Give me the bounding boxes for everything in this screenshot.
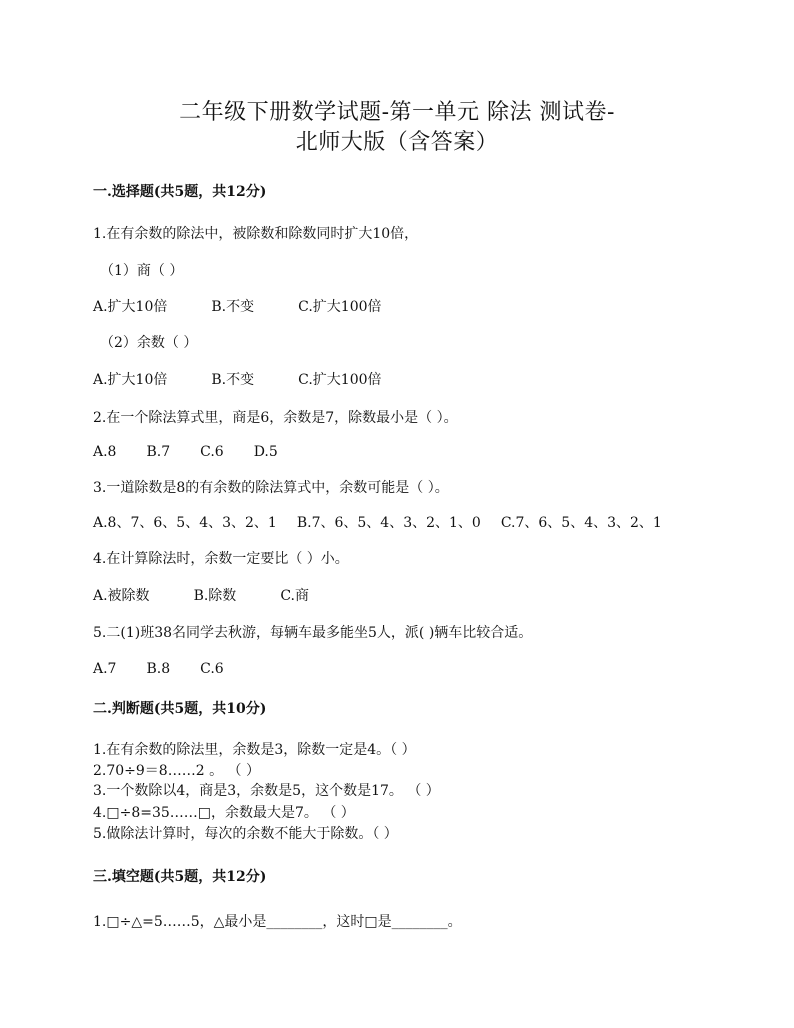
option-c: C.扩大100倍 (298, 372, 382, 388)
option-a: A.7 (93, 661, 117, 677)
option-c: C.6 (200, 444, 224, 460)
option-c: C.商 (280, 588, 309, 604)
option-a: A.8、7、6、5、4、3、2、1 (93, 515, 277, 531)
question-1-sub2: （2）余数（ ） (100, 335, 198, 351)
option-b: B.8 (146, 661, 171, 677)
section-heading-true-false: 二.判断题(共5题，共10分) (93, 701, 267, 717)
question-4-stem: 4.在计算除法时，余数一定要比（ ）小。 (93, 551, 349, 567)
true-false-item-2: 2.70÷9＝8……2 。 （ ） (93, 763, 260, 779)
section-heading-fill-blank: 三.填空题(共5题，共12分) (93, 869, 267, 885)
question-5-stem: 5.二(1)班38名同学去秋游，每辆车最多能坐5人，派( )辆车比较合适。 (93, 625, 533, 641)
fill-blank-item-1: 1.□÷△=5……5，△最小是________，这时□是________。 (93, 914, 462, 930)
question-1-stem: 1.在有余数的除法中，被除数和除数同时扩大10倍， (93, 226, 419, 242)
option-b: B.不变 (211, 299, 255, 315)
option-a: A.扩大10倍 (93, 299, 168, 315)
option-a: A.8 (93, 444, 117, 460)
true-false-item-4: 4.□÷8=35……□，余数最大是7。 （ ） (93, 805, 355, 821)
question-5-options (93, 660, 254, 678)
option-c: C.扩大100倍 (298, 299, 382, 315)
document-title-line2: 北师大版（含答案） (295, 130, 499, 155)
option-b: B.7、6、5、4、3、2、1、0 (296, 515, 481, 531)
option-b: B.7 (146, 444, 171, 460)
option-c: C.6 (200, 661, 224, 677)
section-heading-multiple-choice: 一.选择题(共5题，共12分) (93, 184, 267, 200)
question-1-sub1-options (93, 298, 426, 316)
option-d: D.5 (253, 444, 278, 460)
option-c: C.7、6、5、4、3、2、1 (500, 515, 662, 531)
true-false-item-3: 3.一个数除以4，商是3，余数是5，这个数是17。 （ ） (93, 783, 440, 799)
document-title-line1: 二年级下册数学试题-第一单元 除法 测试卷- (179, 100, 615, 125)
question-3-stem: 3.一道除数是8的有余数的除法算式中，余数可能是（ ）。 (93, 480, 449, 496)
true-false-item-5: 5.做除法计算时，每次的余数不能大于除数。（ ） (93, 826, 398, 842)
question-4-options (93, 587, 353, 605)
option-a: A.扩大10倍 (93, 372, 168, 388)
option-b: B.除数 (193, 588, 237, 604)
question-1-sub1: （1）商（ ） (100, 263, 184, 279)
question-2-stem: 2.在一个除法算式里，商是6，余数是7，除数最小是（ ）。 (93, 410, 458, 426)
question-2-options (93, 443, 308, 461)
question-3-options (93, 514, 682, 532)
option-b: B.不变 (211, 372, 255, 388)
true-false-item-1: 1.在有余数的除法里，余数是3，除数一定是4。（ ） (93, 742, 416, 758)
question-1-sub2-options (93, 371, 426, 389)
option-a: A.被除数 (93, 588, 150, 604)
